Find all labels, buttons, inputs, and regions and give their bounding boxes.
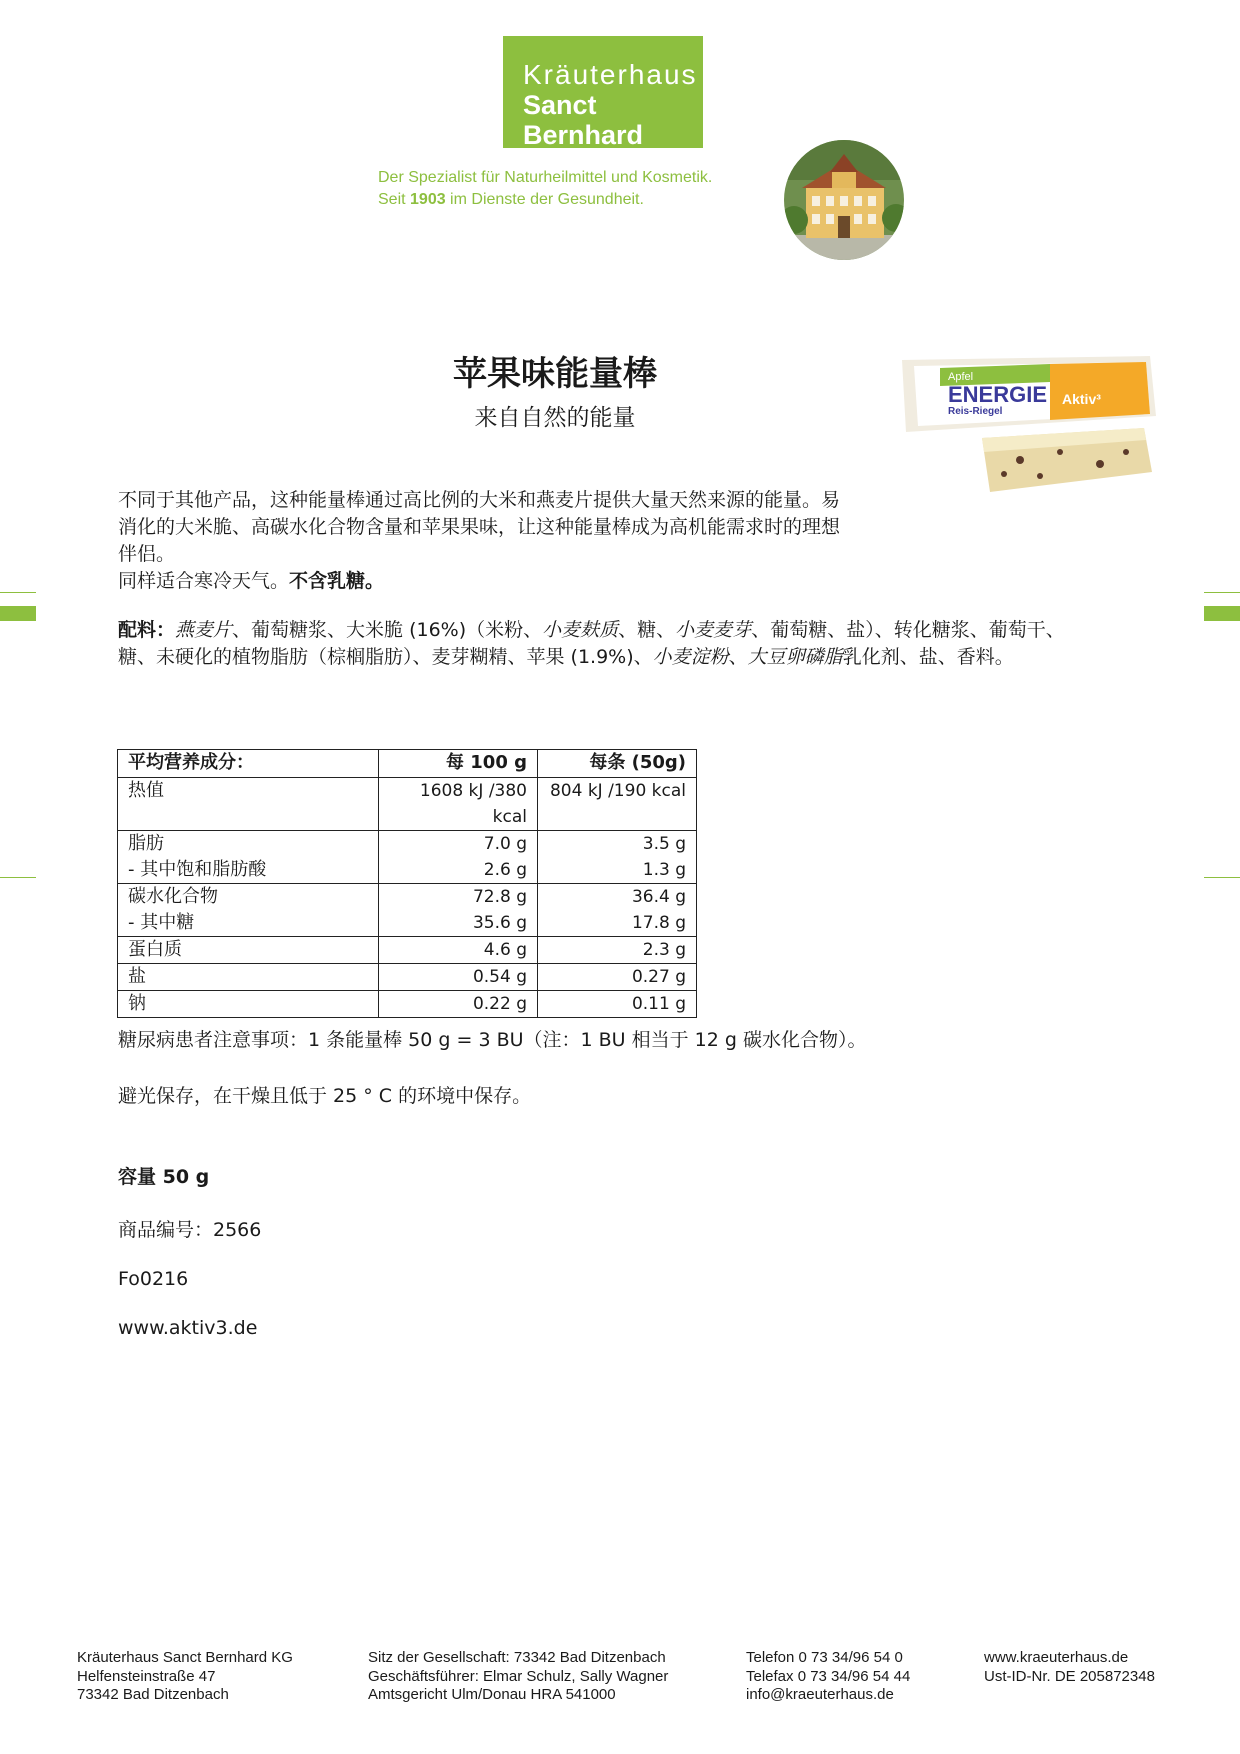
footer-line: 73342 Bad Ditzenbach bbox=[77, 1686, 229, 1703]
table-row bbox=[118, 778, 697, 831]
footer-phone: Telefon 0 73 34/96 54 0 bbox=[746, 1649, 903, 1666]
building-photo bbox=[784, 140, 904, 260]
footer-legal bbox=[368, 1649, 668, 1705]
allergen: 小麦淀粉 bbox=[652, 646, 729, 668]
product-image bbox=[900, 356, 1158, 502]
product-title: 苹果味能量棒 bbox=[453, 354, 657, 394]
ingredient-text: 、葡萄糖、盐）、转化糖浆、葡萄干、糖、未硬化的植物脂肪（棕榈脂肪）、麦芽糊精、苹果 (1.9%)、 bbox=[118, 619, 1065, 668]
product-description bbox=[118, 487, 858, 595]
lactose-free-label: 不含乳糖。 bbox=[289, 570, 385, 592]
value-main: 3.5 g bbox=[642, 834, 686, 854]
ingredient-text: 、葡萄糖浆、大米脆 (16%)（米粉、 bbox=[232, 619, 543, 641]
value-per-100g: 1608 kJ /380 kcal bbox=[379, 778, 538, 831]
header-per-bar: 每条 (50g) bbox=[538, 750, 697, 778]
nutrition-table bbox=[117, 749, 697, 1018]
value-sub: 17.8 g bbox=[631, 913, 686, 933]
logo-line-1: Kräuterhaus bbox=[523, 59, 698, 90]
product-code: Fo0216 bbox=[118, 1268, 189, 1290]
table-row bbox=[118, 937, 697, 964]
tagline-post: im Dienste der Gesundheit. bbox=[445, 191, 644, 208]
row-label: 盐 bbox=[118, 964, 379, 991]
value-per-bar: 2.3 g bbox=[538, 937, 697, 964]
tagline-pre: Seit bbox=[378, 191, 411, 208]
ingredient-text: 、 bbox=[728, 646, 748, 668]
value-main: 7.0 g bbox=[483, 834, 527, 854]
value-per-100g bbox=[379, 831, 538, 884]
table-row bbox=[118, 964, 697, 991]
header-per-100g: 每 100 g bbox=[379, 750, 538, 778]
ingredients-label: 配料： bbox=[118, 619, 176, 641]
capacity: 容量 50 g bbox=[118, 1166, 210, 1188]
allergen: 大豆卵磷脂 bbox=[747, 646, 843, 668]
value-sub: 35.6 g bbox=[472, 913, 527, 933]
product-type: Reis-Riegel bbox=[948, 406, 1003, 417]
footer-company bbox=[77, 1649, 293, 1705]
footer-fax: Telefax 0 73 34/96 54 44 bbox=[746, 1667, 911, 1685]
company-logo bbox=[503, 36, 703, 148]
storage-note: 避光保存，在干燥且低于 25 ° C 的环境中保存。 bbox=[118, 1085, 532, 1107]
value-per-100g bbox=[379, 884, 538, 937]
footer-web bbox=[984, 1649, 1155, 1686]
tagline-year: 1903 bbox=[410, 191, 446, 208]
diabetic-note: 糖尿病患者注意事项：1 条能量棒 50 g = 3 BU（注：1 BU 相当于 12 g 碳水化合物）。 bbox=[118, 1029, 867, 1051]
allergen: 燕麦片 bbox=[175, 619, 233, 641]
value-per-bar: 0.27 g bbox=[538, 964, 697, 991]
footer-line: Geschäftsführer: Elmar Schulz, Sally Wagner bbox=[368, 1667, 669, 1685]
product-flavor: Apfel bbox=[948, 371, 974, 383]
value-main: 72.8 g bbox=[472, 887, 527, 907]
header-label: 平均营养成分： bbox=[118, 750, 379, 778]
tagline-line-1: Der Spezialist für Naturheilmittel und Kosmetik. bbox=[378, 169, 713, 186]
value-per-bar: 0.11 g bbox=[538, 991, 697, 1018]
footer-vat-id: Ust-ID-Nr. DE 205872348 bbox=[984, 1667, 1155, 1685]
value-per-bar: 804 kJ /190 kcal bbox=[538, 778, 697, 831]
ingredient-text: 乳化剂、盐、香料。 bbox=[842, 646, 1014, 668]
value-per-100g: 0.22 g bbox=[379, 991, 538, 1018]
table-header-row bbox=[118, 750, 697, 778]
footer-website-link[interactable]: www.kraeuterhaus.de bbox=[984, 1649, 1129, 1666]
product-subtitle: 来自自然的能量 bbox=[474, 405, 636, 431]
row-label bbox=[118, 831, 379, 884]
row-label: 蛋白质 bbox=[118, 937, 379, 964]
side-marker-thin bbox=[1204, 877, 1240, 878]
value-per-100g: 4.6 g bbox=[379, 937, 538, 964]
allergen: 小麦麦芽 bbox=[675, 619, 752, 641]
value-sub: 1.3 g bbox=[642, 860, 686, 880]
value-per-bar bbox=[538, 884, 697, 937]
logo-line-2: Sanct Bernhard bbox=[523, 90, 644, 150]
row-label-main: 脂肪 bbox=[128, 833, 164, 854]
side-marker-thick bbox=[0, 606, 36, 621]
lactose-note-text: 同样适合寒冷天气。 bbox=[118, 570, 290, 592]
footer-contact bbox=[746, 1649, 910, 1705]
footer-line: Sitz der Gesellschaft: 73342 Bad Ditzenbach bbox=[368, 1649, 666, 1666]
allergen: 小麦麸质 bbox=[542, 619, 619, 641]
description-paragraph: 不同于其他产品，这种能量棒通过高比例的大米和燕麦片提供大量天然来源的能量。易消化的大米脆、高碳水化合物含量和苹果果味，让这种能量棒成为高机能需求时的理想伴侣。 bbox=[118, 489, 841, 565]
side-marker-thin bbox=[0, 592, 36, 593]
side-marker-thin bbox=[0, 877, 36, 878]
value-per-100g: 0.54 g bbox=[379, 964, 538, 991]
row-label: 钠 bbox=[118, 991, 379, 1018]
website-link[interactable]: www.aktiv3.de bbox=[118, 1317, 258, 1339]
row-label: 热值 bbox=[118, 778, 379, 831]
description-lactose-note bbox=[118, 568, 858, 595]
side-marker-thin bbox=[1204, 592, 1240, 593]
product-logo: Aktiv³ bbox=[1062, 391, 1101, 407]
value-main: 36.4 g bbox=[631, 887, 686, 907]
footer-line: Helfensteinstraße 47 bbox=[77, 1667, 216, 1685]
footer-email-link[interactable]: info@kraeuterhaus.de bbox=[746, 1686, 894, 1703]
product-brand: ENERGIE bbox=[948, 382, 1048, 407]
tagline-line-2 bbox=[378, 189, 712, 211]
row-label-sub: - 其中糖 bbox=[128, 912, 195, 933]
footer-line: Kräuterhaus Sanct Bernhard KG bbox=[77, 1649, 293, 1666]
value-per-bar bbox=[538, 831, 697, 884]
value-sub: 2.6 g bbox=[483, 860, 527, 880]
table-row bbox=[118, 991, 697, 1018]
footer-line: Amtsgericht Ulm/Donau HRA 541000 bbox=[368, 1686, 616, 1703]
article-number: 商品编号：2566 bbox=[118, 1219, 262, 1241]
row-label bbox=[118, 884, 379, 937]
row-label-main: 碳水化合物 bbox=[128, 886, 218, 907]
side-marker-thick bbox=[1204, 606, 1240, 621]
company-tagline bbox=[378, 167, 712, 211]
table-row bbox=[118, 884, 697, 937]
ingredient-text: 、糖、 bbox=[618, 619, 676, 641]
row-label-sub: - 其中饱和脂肪酸 bbox=[128, 859, 267, 880]
ingredients-list bbox=[118, 617, 1078, 671]
table-row bbox=[118, 831, 697, 884]
